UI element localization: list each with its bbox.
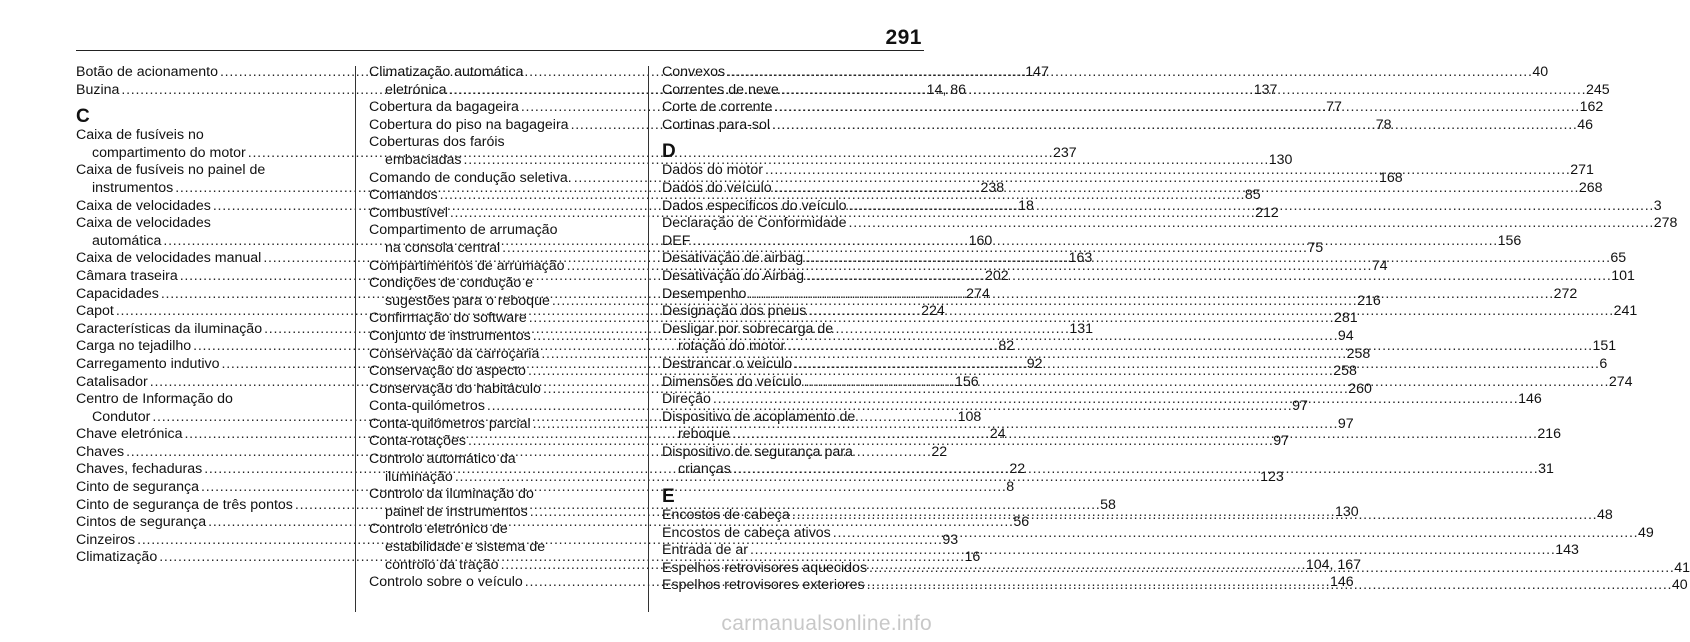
index-term: Conta-rotações (369, 433, 466, 450)
index-term: Comandos (369, 187, 438, 204)
page-reference[interactable]: 97 (1273, 433, 1290, 450)
index-term: Climatização automática (369, 64, 524, 80)
index-term: Encostos de cabeça (662, 507, 790, 524)
index-term: Cobertura do piso na bagageira (369, 116, 569, 133)
page-reference[interactable]: 216 (1537, 426, 1561, 443)
leader-dots (727, 64, 1530, 82)
index-term: Entrada de ar (662, 542, 748, 559)
page-reference[interactable]: 48 (1597, 507, 1613, 524)
index-term: Dispositivo de acoplamento de (662, 408, 856, 425)
page-reference[interactable]: 271 (1570, 162, 1594, 179)
index-term: Capot (76, 303, 114, 320)
index-term: Controlo eletrónico de (369, 521, 508, 538)
leader-dots (781, 82, 1584, 100)
page-reference[interactable]: 58 (1100, 496, 1116, 513)
index-term: Conta-quilómetros parcial (369, 415, 531, 432)
leader-dots (765, 162, 1568, 180)
page-reference[interactable]: 49 (1638, 524, 1654, 541)
index-term: Controlo da iluminação do (369, 486, 534, 503)
index-term: Conta-quilómetros (369, 398, 485, 415)
page-reference[interactable]: 41 (1674, 559, 1690, 576)
page-reference[interactable]: 94 (1337, 327, 1354, 344)
page-reference[interactable]: 238 (980, 179, 1005, 196)
index-term: Condutor (92, 408, 151, 425)
index-term: Desativação do Airbag (662, 267, 804, 284)
index-term: Cintos de segurança (76, 514, 207, 531)
page-reference[interactable]: 156 (1497, 232, 1522, 249)
page-reference[interactable]: 97 (1292, 398, 1308, 415)
index-term: Cobertura da bagageira (369, 99, 519, 116)
index-term: Caixa de fusíveis no painel de (76, 162, 266, 179)
index-term: Direção (662, 391, 711, 408)
section-letter: E (662, 486, 675, 508)
section-letter: D (662, 141, 676, 163)
page-reference[interactable]: 40 (1671, 577, 1688, 594)
leader-dots (792, 507, 1595, 525)
index-term: Condições de condução e (369, 275, 534, 292)
index-term: DEF (662, 232, 691, 249)
page-reference[interactable]: 274 (1608, 373, 1633, 390)
page-reference[interactable]: 3 (1653, 197, 1662, 214)
index-term: sugestões para o reboque (385, 292, 550, 309)
index-term: Chaves (76, 443, 125, 460)
page-reference[interactable]: 65 (1610, 250, 1627, 267)
page-reference[interactable]: 202 (984, 267, 1009, 284)
page-reference[interactable]: 274 (966, 285, 990, 302)
index-term: Designação dos pneus (662, 303, 807, 320)
index-term: Compartimentos de arrumação (369, 257, 565, 274)
leader-dots (833, 525, 1636, 543)
page-reference[interactable]: 130 (1268, 151, 1293, 168)
page-reference[interactable]: 22 (931, 443, 948, 460)
page-reference[interactable]: 75 (1307, 239, 1324, 256)
index-term: Caixa de velocidades manual (76, 250, 262, 267)
index-term: Comando de condução seletiva. (369, 169, 572, 186)
page-reference[interactable]: 130 (1334, 503, 1359, 520)
page-reference[interactable]: 147 (1025, 64, 1049, 80)
index-term: instrumentos (92, 179, 174, 196)
header-rule (76, 50, 924, 51)
page-reference[interactable]: 77 (1326, 99, 1342, 116)
index-term: Caixa de velocidades (76, 215, 211, 232)
index-term: embaciadas (385, 151, 462, 168)
index-term: Desativação de airbag (662, 250, 804, 267)
page-reference[interactable]: 137 (1253, 81, 1278, 98)
page-reference[interactable]: 56 (1013, 514, 1030, 531)
index-term: Capacidades (76, 285, 159, 302)
leader-dots (692, 233, 1495, 251)
leader-dots (732, 426, 1535, 444)
index-term: Correntes de neve (662, 81, 779, 98)
leader-dots (808, 303, 1611, 321)
page-reference[interactable]: 146 (1518, 391, 1542, 408)
index-term: Coberturas dos faróis (369, 134, 505, 151)
index-term: Desempenho (662, 285, 747, 302)
index-term: Dimensões do veículo (662, 373, 802, 390)
index-term: Características da iluminação (76, 320, 263, 337)
page-reference[interactable]: 97 (1337, 415, 1354, 432)
leader-dots (869, 560, 1672, 578)
index-term: Dispositivo de segurança para (662, 443, 853, 460)
page-reference[interactable]: 216 (1357, 292, 1381, 309)
page-reference[interactable]: 104, 167 (1305, 556, 1362, 573)
leader-dots (849, 215, 1652, 233)
page-reference[interactable]: 46 (1577, 116, 1594, 133)
index-term: compartimento do motor (92, 144, 246, 161)
index-term: Espelhos retrovisores exteriores (662, 577, 865, 594)
index-term: Desligar por sobrecarga de (662, 320, 834, 337)
index-term: Câmara traseira (76, 267, 178, 284)
page-reference[interactable]: 268 (1578, 179, 1603, 196)
index-term: Controlo automático da (369, 451, 516, 468)
page-reference[interactable]: 258 (1333, 363, 1357, 380)
page-reference[interactable]: 108 (957, 408, 982, 425)
index-term: reboque (678, 426, 731, 443)
index-term: Caixa de velocidades (76, 197, 211, 214)
leader-dots (713, 391, 1516, 409)
watermark: carmanualsonline.info (721, 612, 932, 635)
page-reference[interactable]: 101 (1611, 267, 1635, 284)
page-reference[interactable]: 168 (1378, 169, 1403, 186)
leader-dots (805, 250, 1608, 268)
page-reference[interactable]: 14, 86 (926, 81, 967, 98)
leader-dots (849, 198, 1652, 216)
page-reference[interactable]: 92 (1026, 355, 1043, 372)
page-reference[interactable]: 224 (921, 303, 945, 320)
leader-dots (774, 180, 1577, 198)
leader-dots (787, 338, 1590, 356)
index-term: Catalisador (76, 373, 148, 390)
index-term: Dados específicos do veículo (662, 197, 847, 214)
index-term: Cinto de segurança (76, 479, 200, 496)
index-term: Compartimento de arrumação (369, 222, 558, 239)
index-term: Controlo sobre o veículo (369, 574, 523, 591)
page-reference[interactable]: 237 (1053, 144, 1077, 161)
page-reference[interactable]: 162 (1579, 99, 1604, 116)
page-reference[interactable]: 85 (1244, 187, 1261, 204)
index-term: na consola central (385, 239, 501, 256)
page-reference[interactable]: 163 (1068, 250, 1093, 267)
leader-dots (794, 356, 1597, 374)
index-term: Caixa de fusíveis no (76, 127, 204, 144)
index-term: Climatização (76, 549, 158, 566)
index-term: Conservação do aspecto (369, 363, 526, 380)
page-reference[interactable]: 16 (964, 549, 981, 566)
leader-dots (750, 542, 1553, 560)
index-term: Botão de acionamento (76, 64, 218, 80)
index-term: estabilidade e sistema de (385, 539, 546, 556)
index-term: Cortinas para-sol (662, 116, 771, 133)
page-reference[interactable]: 6 (1599, 355, 1608, 372)
page-reference[interactable]: 82 (998, 338, 1015, 355)
page-reference[interactable]: 8 (1006, 479, 1015, 496)
page-reference[interactable]: 131 (1069, 320, 1093, 337)
index-term: eletrónica (385, 81, 447, 98)
leader-dots (733, 461, 1536, 479)
page-reference[interactable]: 281 (1333, 310, 1358, 327)
page-reference[interactable]: 24 (989, 426, 1006, 443)
page-reference[interactable]: 160 (968, 232, 993, 249)
index-term: Carga no tejadilho (76, 338, 192, 355)
index-term: Destrancar o veículo (662, 355, 793, 372)
leader-dots (774, 99, 1577, 117)
page-reference[interactable]: 241 (1613, 303, 1638, 320)
index-term: automática (92, 232, 162, 249)
page-reference[interactable]: 31 (1538, 461, 1554, 478)
index-term: Encostos de cabeça ativos (662, 524, 831, 541)
index-term: Dados do veículo (662, 179, 772, 196)
leader-dots (804, 374, 1607, 392)
page-reference[interactable]: 156 (955, 373, 979, 390)
page-reference[interactable]: 40 (1532, 64, 1549, 80)
index-term: Cinto de segurança de três pontos (76, 496, 293, 513)
page-reference[interactable]: 93 (942, 531, 959, 548)
column-divider (355, 66, 356, 612)
page-reference[interactable]: 143 (1555, 542, 1579, 559)
index-term: Conjunto de instrumentos (369, 327, 531, 344)
page-reference[interactable]: 278 (1653, 215, 1678, 232)
index-term: Espelhos retrovisores aquecidos (662, 559, 868, 576)
leader-dots (867, 577, 1670, 595)
page-reference[interactable]: 245 (1585, 81, 1610, 98)
page-reference[interactable]: 18 (1018, 197, 1034, 214)
page-reference[interactable]: 212 (1255, 204, 1279, 221)
index-entry (662, 215, 1678, 233)
page-reference[interactable]: 74 (1371, 257, 1388, 274)
index-term: Centro de Informação do (76, 391, 233, 408)
index-term: Chaves, fechaduras (76, 461, 203, 478)
page-reference[interactable]: 78 (1375, 116, 1392, 133)
index-term: Combustível (369, 204, 448, 221)
index-term: Conservação do habitáculo (369, 380, 541, 397)
section-letter: C (76, 106, 90, 128)
leader-dots (806, 268, 1609, 286)
index-term: Buzina (76, 81, 120, 98)
index-term: Chave eletrónica (76, 426, 183, 443)
index-term: Corte de corrente (662, 99, 773, 116)
index-term: Convexos (662, 64, 726, 80)
index-term: controlo da tração (385, 556, 499, 573)
leader-dots (748, 286, 1551, 304)
page-reference[interactable]: 151 (1592, 338, 1617, 355)
index-term: Conservação da carroçaria (369, 345, 540, 362)
index-term: Dados do motor (662, 162, 763, 179)
leader-dots (772, 117, 1575, 135)
column-divider (648, 66, 649, 612)
index-term: crianças (678, 461, 731, 478)
index-term: Confirmação do software (369, 310, 527, 327)
page-number: 291 (885, 26, 922, 49)
page-reference[interactable]: 272 (1553, 285, 1578, 302)
page-reference[interactable]: 146 (1330, 574, 1354, 591)
page-reference[interactable]: 258 (1346, 345, 1371, 362)
index-term: Declaração de Conformidade (662, 215, 847, 232)
index-term: Cinzeiros (76, 531, 136, 548)
page-reference[interactable]: 22 (1009, 461, 1026, 478)
index-term: rotação do motor (678, 338, 786, 355)
page-reference[interactable]: 260 (1348, 380, 1372, 397)
page-reference[interactable]: 123 (1260, 468, 1284, 485)
index-term: painel de instrumentos (385, 503, 528, 520)
index-term: iluminação (385, 468, 453, 485)
index-term: Carregamento indutivo (76, 355, 220, 372)
